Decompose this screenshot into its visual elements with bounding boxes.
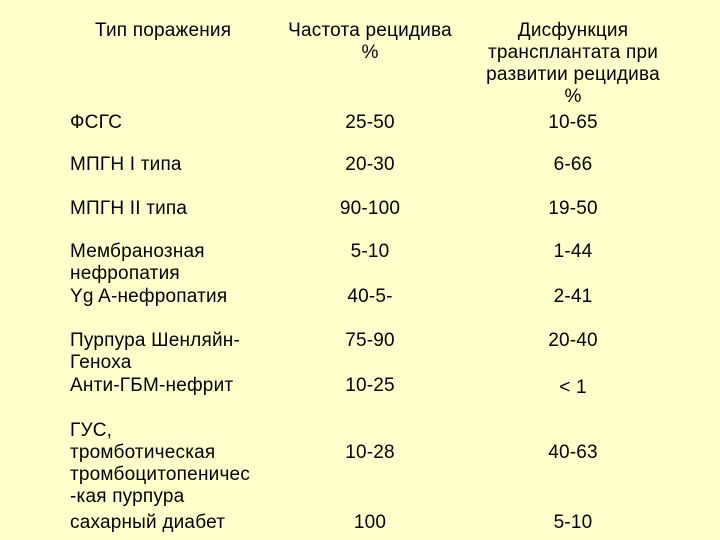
row-dysfunction: < 1 [559,377,587,398]
row-dysfunction: 2-41 [553,286,593,307]
header-dysfunction: Дисфункция трансплантата при развитии рецидива % [486,20,660,107]
row-name: ГУС, тромботическая тромбоцитопеничес -кая пурпура [70,420,251,507]
row-dysfunction: 10-65 [548,112,598,133]
row-name: ФСГС [70,112,123,133]
row-frequency: 10-25 [345,375,395,396]
row-name: Пурпура Шенляйн- Геноха [70,330,240,373]
row-name: Yg A-нефропатия [70,286,228,307]
row-dysfunction: 6-66 [553,154,593,175]
header-type: Тип поражения [95,20,232,41]
row-frequency: 90-100 [339,198,401,219]
row-name: Анти-ГБМ-нефрит [70,375,234,396]
row-frequency: 5-10 [350,241,390,262]
row-frequency: 10-28 [345,442,395,463]
row-dysfunction: 19-50 [548,198,598,219]
row-frequency: 40-5- [347,286,393,307]
row-name: Мембранозная нефропатия [70,241,205,284]
row-frequency: 25-50 [345,112,395,133]
row-frequency: 75-90 [345,330,395,351]
row-dysfunction: 20-40 [548,330,598,351]
row-dysfunction: 1-44 [553,241,593,262]
row-frequency: 20-30 [345,154,395,175]
row-name: МПГН I типа [70,154,182,175]
row-name: МПГН II типа [70,198,188,219]
row-name: сахарный диабет [70,512,226,533]
row-dysfunction: 40-63 [548,442,598,463]
row-frequency: 100 [353,512,387,533]
row-dysfunction: 5-10 [553,512,593,533]
header-frequency: Частота рецидива % [288,20,452,63]
